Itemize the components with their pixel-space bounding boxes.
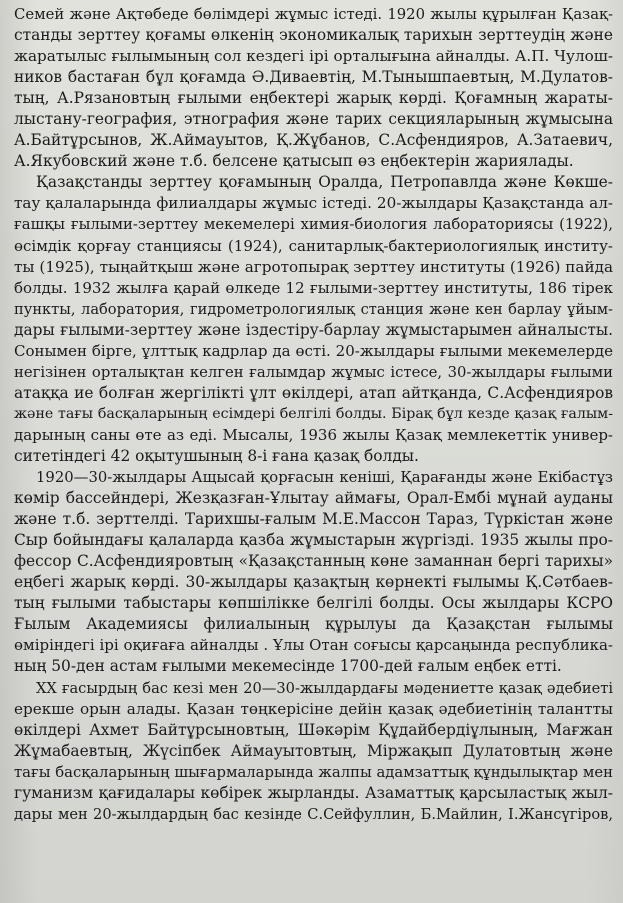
text-line: дары мен 20-жылдардың бас кезінде С.Сейфуллин, Б.Майлин, І.Жансүгіров,: [14, 805, 613, 823]
text-line: Сонымен бірге, ұлттық кадрлар да өсті. 20-жылдары ғылыми мекемелерде: [14, 341, 613, 360]
text-line: тағы басқаларының шығармаларында жалпы адамзаттық құндылықтар мен: [14, 763, 613, 781]
text-line: ников бастаған бұл қоғамда Ә.Диваевтің, М.Тынышпаевтың, М.Дулатов-: [14, 68, 613, 87]
paragraph-1: [14, 4, 613, 172]
paragraph-3: [14, 467, 613, 677]
text-line: ерекше орын алады. Қазан төңкерісіне дейін қазақ әдебиетінің талантты: [14, 699, 613, 718]
text-line: Жұмабаевтың, Жүсіпбек Аймауытовтың, Міржақып Дулатовтың және: [14, 741, 613, 760]
text-line: 1920—30-жылдары Ащысай қорғасын кеніші, Қарағанды және Екібастұз: [36, 469, 613, 487]
text-line: еңбегі жарық көрді. 30-жылдары қазақтың көрнекті ғылымы Қ.Сәтбаев-: [14, 573, 613, 592]
text-line: гуманизм қағидалары көбірек жырланды. Азаматтық қарсыластық жыл-: [14, 783, 613, 802]
text-line: өкілдері Ахмет Байтұрсыновтың, Шәкәрім Құдайбердіұлының, Мағжан: [14, 720, 613, 739]
paragraph-2: [14, 172, 613, 467]
text-line: жаратылыс ғылымының сол кездегі ірі орталығына айналды. А.П. Чулош-: [14, 47, 613, 66]
text-line: дары ғылыми-зерттеу және іздестіру-барлау жұмыстарымен айналысты.: [14, 320, 613, 339]
text-line: ситетіндегі 42 оқытушының 8-і ғана қазақ болды.: [14, 446, 419, 465]
text-line: тау қалаларында филиалдары жұмыс істеді. 20-жылдары Қазақстанда ал-: [14, 194, 613, 213]
text-line: және тағы басқаларының есімдері белгілі болды. Бірақ бұл кезде қазақ ғалым-: [14, 405, 613, 422]
text-line: А.Байтұрсынов, Ж.Аймауытов, Қ.Жұбанов, С.Асфендияров, А.Затаевич,: [14, 131, 613, 150]
text-line: фессор С.Асфендияровтың «Қазақстанның көне заманнан бергі тарихы»: [14, 552, 613, 571]
paragraph-4: [14, 678, 613, 825]
text-line: болды. 1932 жылға қарай өлкеде 12 ғылыми-зерттеу институты, 186 тірек: [14, 278, 613, 297]
text-line: дарының саны өте аз еді. Мысалы, 1936 жылы Қазақ мемлекеттік универ-: [14, 425, 613, 444]
text-line: XX ғасырдың бас кезі мен 20—30-жылдардағы мәдениетте қазақ әдебиеті: [36, 679, 613, 697]
text-line: Семей және Ақтөбеде бөлімдері жұмыс істеді. 1920 жылы құрылған Қазақ-: [14, 6, 613, 23]
text-line: Сыр бойындағы қалаларда қазба жұмыстарын жүргізді. 1935 жылы про-: [14, 531, 613, 550]
text-line: көмір бассейндері, Жезқазған-Ұлытау аймағы, Орал-Ембі мұнай ауданы: [14, 489, 613, 508]
text-line: пункты, лаборатория, гидрометрологиялық станция және кен барлау ұйым-: [14, 300, 613, 318]
text-line: Қазақстанды зерттеу қоғамының Оралда, Петропавлда және Көкше-: [36, 173, 613, 192]
text-line: өсімдік қорғау станциясы (1924), санитарлық-бактериологиялық институ-: [14, 236, 613, 255]
text-line: өміріндегі ірі оқиғаға айналды . Ұлы Отан соғысы қарсаңында республика-: [14, 636, 613, 655]
text-line: және т.б. зерттелді. Тарихшы-ғалым М.Е.Массон Тараз, Түркістан және: [14, 510, 613, 529]
text-line: станды зерттеу қоғамы өлкенің экономикалық тарихын зерттеудің және: [14, 26, 613, 45]
text-line: ның 50-ден астам ғылыми мекемесінде 1700-дей ғалым еңбек етті.: [14, 657, 562, 676]
text-line: тың ғылыми табыстары көпшілікке белгілі болды. Осы жылдары КСРО: [14, 594, 613, 613]
text-line: лыстану-география, этнография және тарих секцияларының жұмысына: [14, 110, 613, 129]
text-line: А.Якубовский және т.б. белсене қатысып өз еңбектерін жариялады.: [14, 152, 574, 171]
text-line: ты (1925), тыңайтқыш және агротопырақ зерттеу институты (1926) пайда: [14, 257, 613, 276]
text-line: негізінен орталықтан келген ғалымдар жұмыс істесе, 30-жылдары ғылыми: [14, 363, 613, 381]
text-line: атаққа ие болған жергілікті ұлт өкілдері, атап айтқанда, С.Асфендияров: [14, 383, 613, 402]
text-line: ғашқы ғылыми-зерттеу мекемелері химия-биология лабораториясы (1922),: [14, 216, 613, 234]
text-line: Ғылым Академиясы филиалының құрылуы да Қазақстан ғылымы: [14, 615, 613, 634]
text-line: тың, А.Рязановтың ғылыми еңбектері жарық көрді. Қоғамның жараты-: [14, 89, 613, 108]
